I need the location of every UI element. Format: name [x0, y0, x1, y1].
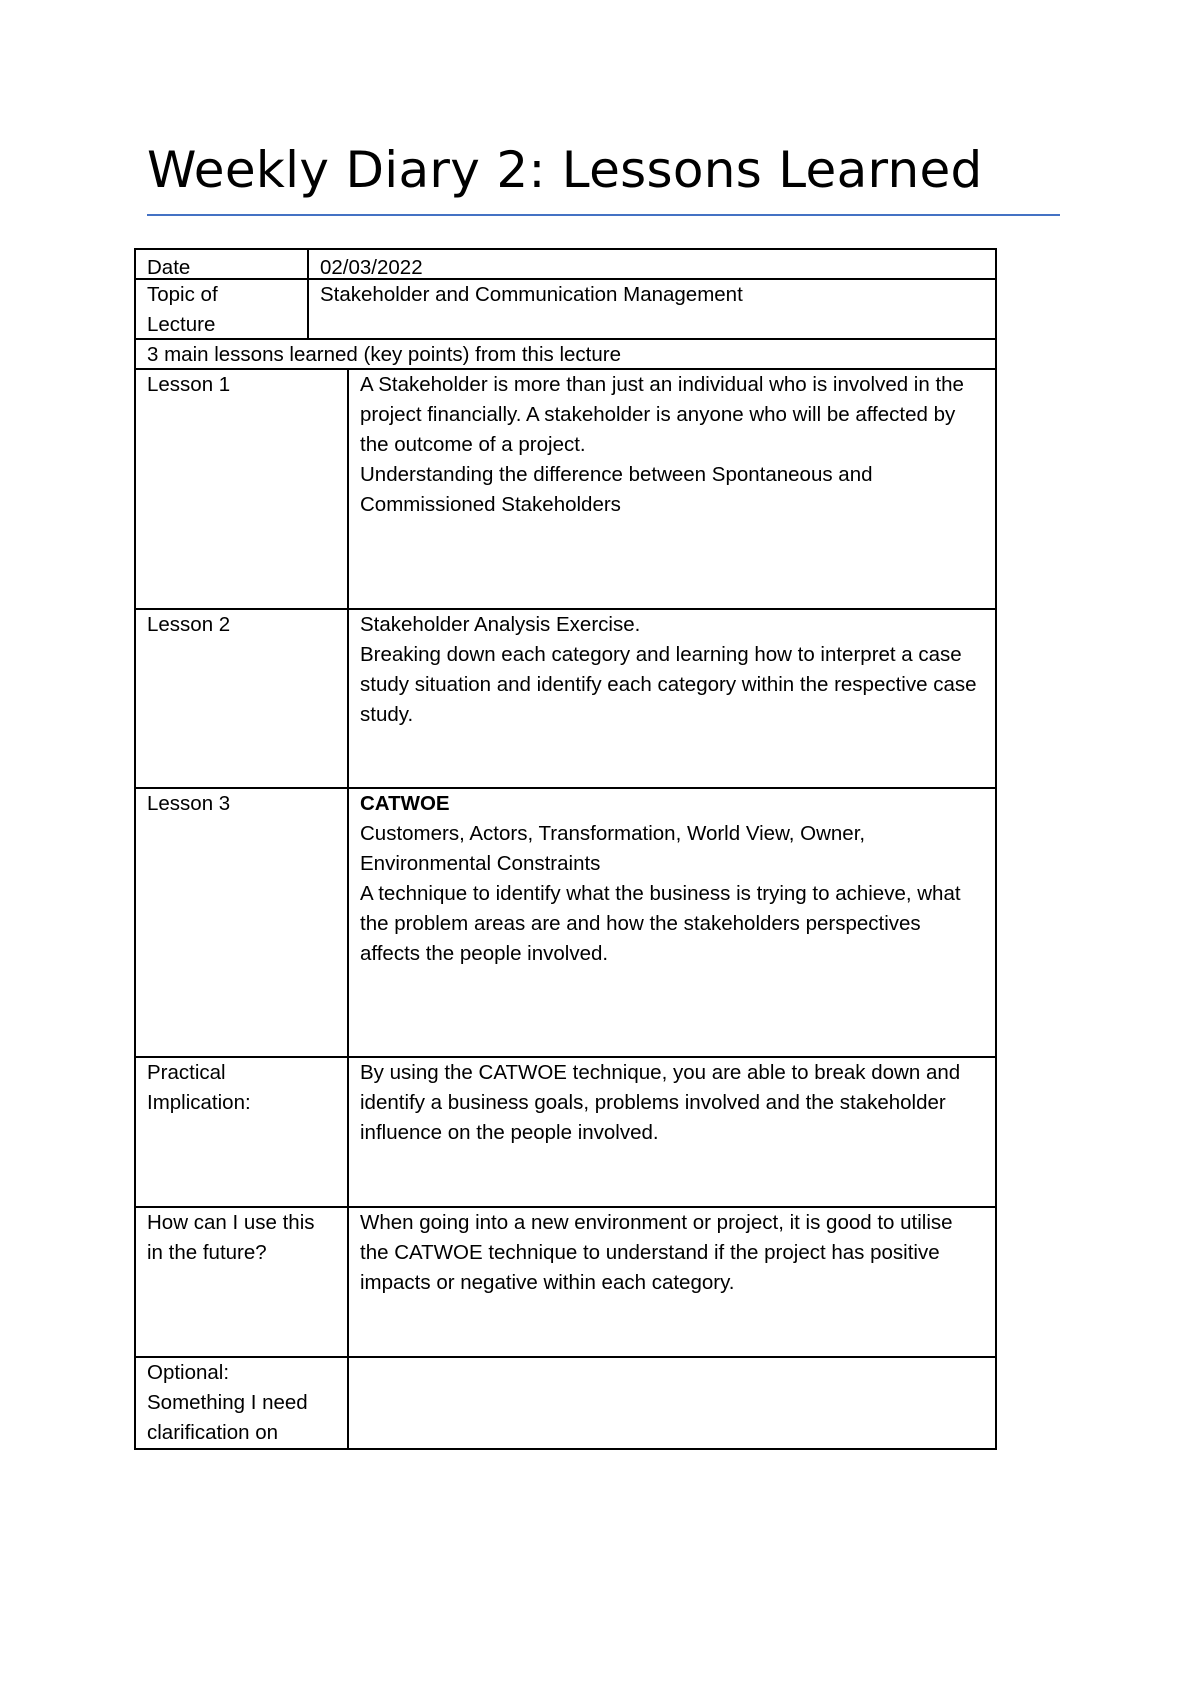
row-label-lesson-2: Lesson 2	[147, 613, 231, 636]
row-content-practical-implication	[349, 1058, 995, 1148]
content-line: Breaking down each category and learning how to interpret a case study situation and identify each category within the respective case study.	[360, 643, 977, 726]
title-underline	[147, 214, 1060, 216]
date-value: 02/03/2022	[320, 256, 423, 279]
row-label-lesson-1: Lesson 1	[147, 373, 231, 396]
row-content-lesson-1	[349, 370, 995, 520]
content-line: When going into a new environment or project, it is good to utilise the CATWOE technique to understand if the project has positive impacts or negative within each category.	[360, 1211, 953, 1294]
row-content-lesson-3	[349, 789, 995, 969]
content-heading: CATWOE	[360, 792, 450, 815]
content-line: A technique to identify what the business is trying to achieve, what the problem areas are and how the stakeholders perspectives affects the people involved.	[360, 882, 961, 965]
row-label-lesson-3: Lesson 3	[147, 792, 231, 815]
row-label-optional: Optional: Something I need clarification on	[147, 1361, 308, 1444]
content-line: Stakeholder Analysis Exercise.	[360, 613, 641, 636]
row-content-future-use	[349, 1208, 995, 1298]
row-label-practical-implication: Practical Implication:	[147, 1061, 251, 1114]
topic-value: Stakeholder and Communication Management	[320, 283, 743, 306]
content-line: Customers, Actors, Transformation, World View, Owner, Environmental Constraints	[360, 822, 866, 875]
date-label: Date	[147, 256, 191, 279]
document-title: Weekly Diary 2: Lessons Learned	[147, 141, 983, 199]
content-line: A Stakeholder is more than just an individual who is involved in the project financially. A stakeholder is anyone who will be affected by the outcome of a project.	[360, 373, 964, 456]
section-heading: 3 main lessons learned (key points) from this lecture	[147, 343, 621, 366]
row-label-future-use: How can I use this in the future?	[147, 1211, 315, 1264]
content-line: By using the CATWOE technique, you are able to break down and identify a business goals, problems involved and the stakeholder influence on the people involved.	[360, 1061, 961, 1144]
content-line: Understanding the difference between Spontaneous and Commissioned Stakeholders	[360, 463, 873, 516]
row-content-lesson-2	[349, 610, 995, 730]
topic-label: Topic of Lecture	[147, 283, 218, 336]
